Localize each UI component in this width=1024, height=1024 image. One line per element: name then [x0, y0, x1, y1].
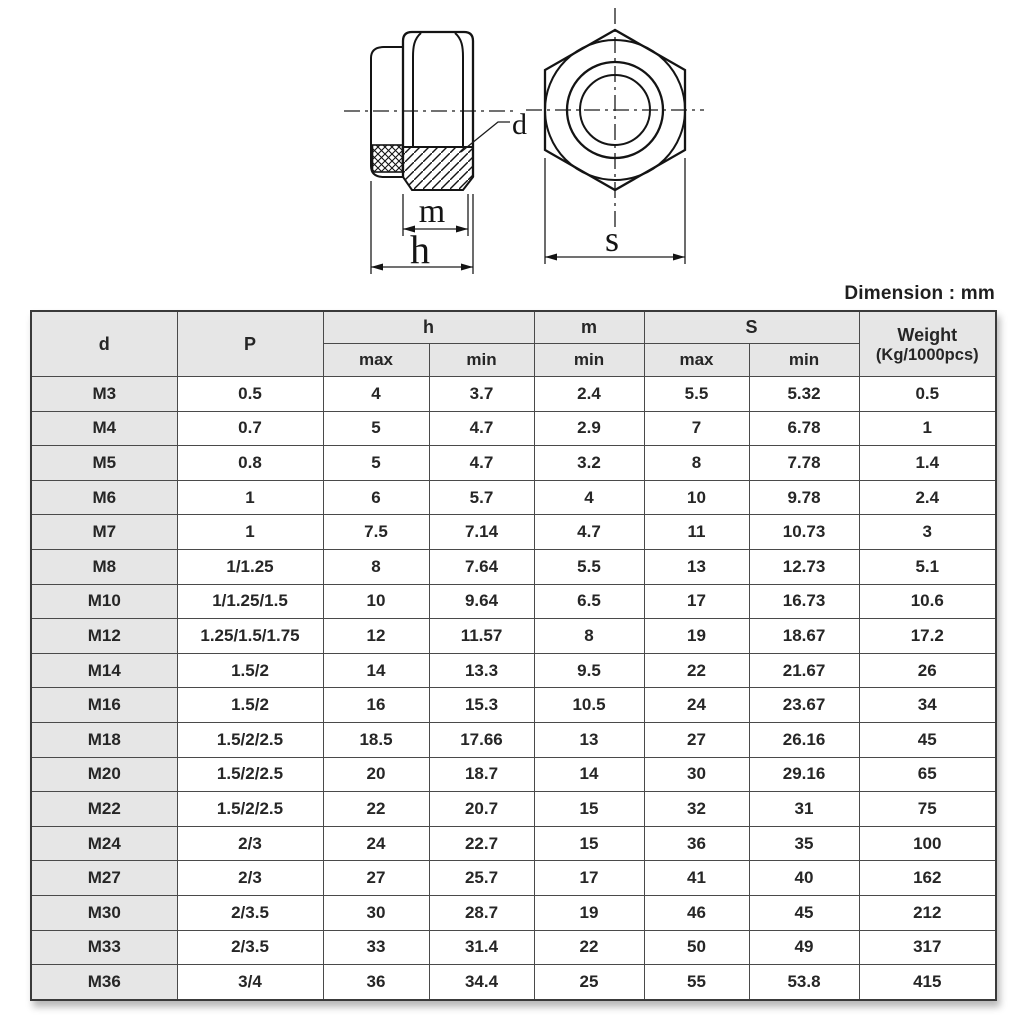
value-cell: 1.25/1.5/1.75: [177, 619, 323, 654]
value-cell: 9.64: [429, 584, 534, 619]
value-cell: 0.5: [177, 377, 323, 412]
value-cell: 34.4: [429, 965, 534, 1000]
table-row: [31, 377, 996, 412]
side-view: [344, 32, 527, 274]
value-cell: 30: [323, 895, 429, 930]
size-cell: M7: [31, 515, 177, 550]
value-cell: 12.73: [749, 549, 859, 584]
value-cell: 10.6: [859, 584, 996, 619]
size-cell: M18: [31, 722, 177, 757]
value-cell: 15.3: [429, 688, 534, 723]
size-cell: M24: [31, 826, 177, 861]
header-p: P: [177, 311, 323, 377]
value-cell: 32: [644, 792, 749, 827]
table-row: [31, 861, 996, 896]
size-cell: M36: [31, 965, 177, 1000]
value-cell: 14: [534, 757, 644, 792]
value-cell: 18.7: [429, 757, 534, 792]
value-cell: 1/1.25/1.5: [177, 584, 323, 619]
value-cell: 26: [859, 653, 996, 688]
value-cell: 415: [859, 965, 996, 1000]
table-row: [31, 653, 996, 688]
value-cell: 317: [859, 930, 996, 965]
value-cell: 7: [644, 411, 749, 446]
size-cell: M5: [31, 446, 177, 481]
value-cell: 15: [534, 826, 644, 861]
value-cell: 1.5/2: [177, 688, 323, 723]
value-cell: 20.7: [429, 792, 534, 827]
value-cell: 22: [323, 792, 429, 827]
value-cell: 33: [323, 930, 429, 965]
value-cell: 13: [644, 549, 749, 584]
size-cell: M8: [31, 549, 177, 584]
value-cell: 4.7: [429, 411, 534, 446]
table-row: [31, 480, 996, 515]
value-cell: 46: [644, 895, 749, 930]
value-cell: 36: [323, 965, 429, 1000]
value-cell: 45: [749, 895, 859, 930]
value-cell: 29.16: [749, 757, 859, 792]
s-arrow-left: [545, 254, 557, 261]
value-cell: 50: [644, 930, 749, 965]
value-cell: 21.67: [749, 653, 859, 688]
table-row: [31, 965, 996, 1000]
value-cell: 1: [177, 480, 323, 515]
value-cell: 3.2: [534, 446, 644, 481]
value-cell: 53.8: [749, 965, 859, 1000]
value-cell: 23.67: [749, 688, 859, 723]
h-arrow-left: [371, 264, 383, 271]
size-cell: M12: [31, 619, 177, 654]
header-m: m: [534, 311, 644, 344]
value-cell: 6.78: [749, 411, 859, 446]
metal-body-section: [403, 147, 473, 190]
value-cell: 35: [749, 826, 859, 861]
m-arrow-right: [456, 226, 468, 233]
value-cell: 1.5/2/2.5: [177, 757, 323, 792]
technical-drawing: [0, 0, 1024, 300]
value-cell: 3: [859, 515, 996, 550]
value-cell: 26.16: [749, 722, 859, 757]
value-cell: 17: [534, 861, 644, 896]
value-cell: 15: [534, 792, 644, 827]
table-body: [31, 377, 996, 1000]
value-cell: 19: [644, 619, 749, 654]
value-cell: 17: [644, 584, 749, 619]
value-cell: 16.73: [749, 584, 859, 619]
value-cell: 10: [323, 584, 429, 619]
value-cell: 12: [323, 619, 429, 654]
header-s-min: min: [749, 344, 859, 377]
value-cell: 22.7: [429, 826, 534, 861]
size-cell: M16: [31, 688, 177, 723]
value-cell: 7.5: [323, 515, 429, 550]
value-cell: 1/1.25: [177, 549, 323, 584]
value-cell: 40: [749, 861, 859, 896]
value-cell: 1: [859, 411, 996, 446]
table-row: [31, 515, 996, 550]
header-weight-line2: (Kg/1000pcs): [875, 346, 979, 364]
value-cell: 1.5/2: [177, 653, 323, 688]
value-cell: 2/3.5: [177, 895, 323, 930]
value-cell: 11.57: [429, 619, 534, 654]
value-cell: 5.5: [644, 377, 749, 412]
value-cell: 17.2: [859, 619, 996, 654]
value-cell: 36: [644, 826, 749, 861]
value-cell: 10: [644, 480, 749, 515]
value-cell: 11: [644, 515, 749, 550]
value-cell: 22: [644, 653, 749, 688]
value-cell: 6: [323, 480, 429, 515]
facet-edge-left: [413, 33, 421, 146]
h-arrow-right: [461, 264, 473, 271]
table-row: [31, 619, 996, 654]
header-s: S: [644, 311, 859, 344]
table-row: [31, 688, 996, 723]
value-cell: 24: [644, 688, 749, 723]
value-cell: 0.7: [177, 411, 323, 446]
value-cell: 1: [177, 515, 323, 550]
value-cell: 75: [859, 792, 996, 827]
table-row: [31, 895, 996, 930]
value-cell: 22: [534, 930, 644, 965]
table-row: [31, 584, 996, 619]
value-cell: 31: [749, 792, 859, 827]
value-cell: 19: [534, 895, 644, 930]
s-arrow-right: [673, 254, 685, 261]
facet-edge-right: [455, 33, 463, 146]
nylon-insert-section: [373, 145, 403, 172]
value-cell: 4: [323, 377, 429, 412]
table-row: [31, 722, 996, 757]
top-view: [526, 8, 704, 264]
value-cell: 2.9: [534, 411, 644, 446]
value-cell: 2.4: [859, 480, 996, 515]
value-cell: 27: [644, 722, 749, 757]
value-cell: 10.5: [534, 688, 644, 723]
value-cell: 1.5/2/2.5: [177, 792, 323, 827]
table-row: [31, 930, 996, 965]
value-cell: 1.4: [859, 446, 996, 481]
table-row: [31, 549, 996, 584]
label-m: m: [418, 193, 446, 230]
value-cell: 7.78: [749, 446, 859, 481]
size-cell: M22: [31, 792, 177, 827]
table-row: [31, 792, 996, 827]
value-cell: 25.7: [429, 861, 534, 896]
value-cell: 2/3.5: [177, 930, 323, 965]
size-cell: M33: [31, 930, 177, 965]
value-cell: 49: [749, 930, 859, 965]
header-m-min: min: [534, 344, 644, 377]
value-cell: 7.14: [429, 515, 534, 550]
value-cell: 3/4: [177, 965, 323, 1000]
dimension-table: [30, 310, 997, 1001]
value-cell: 20: [323, 757, 429, 792]
value-cell: 5.7: [429, 480, 534, 515]
value-cell: 2/3: [177, 861, 323, 896]
value-cell: 5.32: [749, 377, 859, 412]
value-cell: 2.4: [534, 377, 644, 412]
value-cell: 55: [644, 965, 749, 1000]
header-s-max: max: [644, 344, 749, 377]
label-d: d: [512, 108, 527, 141]
value-cell: 4: [534, 480, 644, 515]
size-cell: M3: [31, 377, 177, 412]
size-cell: M10: [31, 584, 177, 619]
value-cell: 100: [859, 826, 996, 861]
value-cell: 41: [644, 861, 749, 896]
size-cell: M30: [31, 895, 177, 930]
header-h-min: min: [429, 344, 534, 377]
value-cell: 25: [534, 965, 644, 1000]
value-cell: 1.5/2/2.5: [177, 722, 323, 757]
value-cell: 34: [859, 688, 996, 723]
size-cell: M27: [31, 861, 177, 896]
table-row: [31, 411, 996, 446]
table-row: [31, 757, 996, 792]
dimension-note: Dimension : mm: [844, 283, 995, 304]
value-cell: 13: [534, 722, 644, 757]
value-cell: 162: [859, 861, 996, 896]
table-row: [31, 446, 996, 481]
table-header: [31, 311, 996, 377]
value-cell: 2/3: [177, 826, 323, 861]
value-cell: 9.5: [534, 653, 644, 688]
value-cell: 8: [644, 446, 749, 481]
value-cell: 3.7: [429, 377, 534, 412]
value-cell: 0.5: [859, 377, 996, 412]
value-cell: 16: [323, 688, 429, 723]
value-cell: 4.7: [534, 515, 644, 550]
header-d: d: [31, 311, 177, 377]
value-cell: 27: [323, 861, 429, 896]
lock-nut-drawing: [0, 0, 1024, 300]
size-cell: M14: [31, 653, 177, 688]
value-cell: 9.78: [749, 480, 859, 515]
value-cell: 17.66: [429, 722, 534, 757]
value-cell: 10.73: [749, 515, 859, 550]
value-cell: 8: [323, 549, 429, 584]
table-row: [31, 826, 996, 861]
value-cell: 5.1: [859, 549, 996, 584]
value-cell: 6.5: [534, 584, 644, 619]
header-h-max: max: [323, 344, 429, 377]
header-weight-line1: Weight: [897, 325, 958, 345]
header-weight: [859, 311, 996, 377]
value-cell: 13.3: [429, 653, 534, 688]
value-cell: 24: [323, 826, 429, 861]
value-cell: 28.7: [429, 895, 534, 930]
value-cell: 4.7: [429, 446, 534, 481]
label-h: h: [410, 227, 430, 272]
value-cell: 8: [534, 619, 644, 654]
value-cell: 5.5: [534, 549, 644, 584]
size-cell: M20: [31, 757, 177, 792]
value-cell: 65: [859, 757, 996, 792]
value-cell: 31.4: [429, 930, 534, 965]
value-cell: 212: [859, 895, 996, 930]
value-cell: 14: [323, 653, 429, 688]
value-cell: 18.67: [749, 619, 859, 654]
value-cell: 7.64: [429, 549, 534, 584]
size-cell: M4: [31, 411, 177, 446]
value-cell: 5: [323, 411, 429, 446]
value-cell: 18.5: [323, 722, 429, 757]
value-cell: 5: [323, 446, 429, 481]
value-cell: 45: [859, 722, 996, 757]
value-cell: 30: [644, 757, 749, 792]
value-cell: 0.8: [177, 446, 323, 481]
label-s: s: [604, 219, 620, 259]
header-h: h: [323, 311, 534, 344]
size-cell: M6: [31, 480, 177, 515]
